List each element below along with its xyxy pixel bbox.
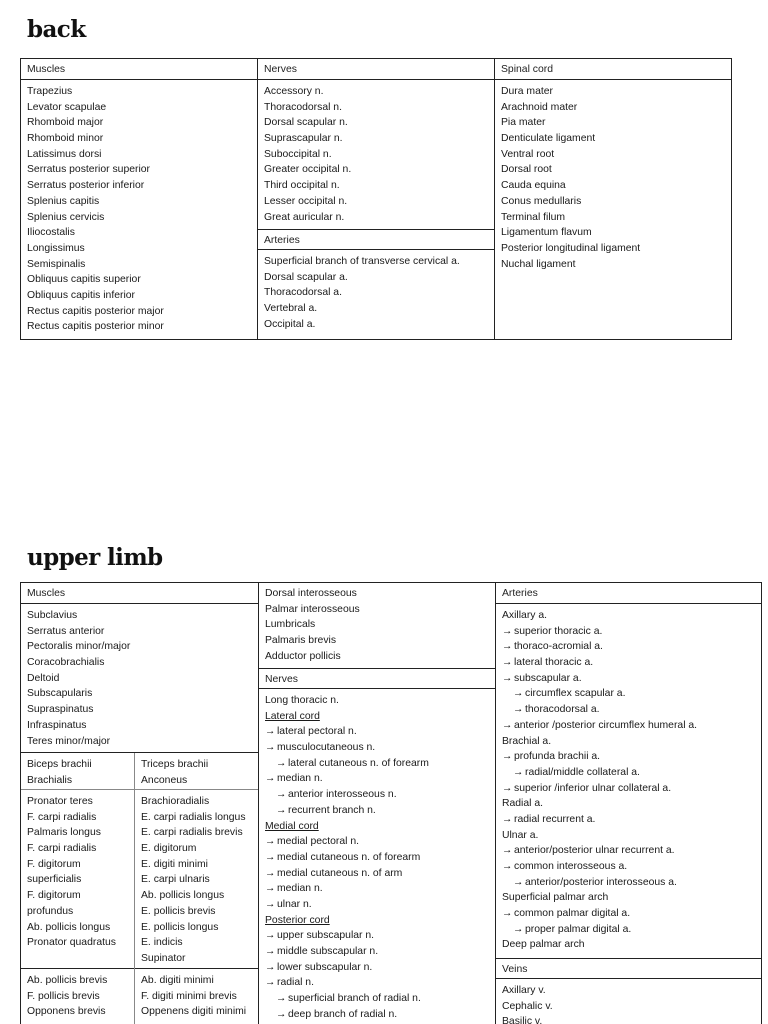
back-muscles-column (21, 59, 257, 339)
forearm-muscles-right (135, 790, 258, 967)
upper-limb-nerve-item (265, 787, 495, 803)
upper-limb-artery-item-label: anterior/posterior interosseous a. (525, 876, 677, 888)
back-nerve-item: Third occipital n. (264, 180, 340, 192)
upper-limb-nerve-item-label: ulnar n. (277, 898, 312, 910)
upper-limb-artery-item-label: Brachial a. (502, 735, 552, 747)
upper-limb-artery-item-label: profunda brachii a. (514, 751, 601, 763)
upper-limb-arteries-header: Arteries (496, 583, 762, 604)
arrow-right-icon: → (513, 766, 524, 778)
forearm-muscle-item: E. digiti minimi (141, 858, 208, 870)
upper-limb-artery-item (502, 655, 762, 671)
arrow-right-icon: → (265, 961, 276, 973)
forearm-muscle-item: Ab. pollicis longus (141, 890, 225, 902)
back-muscle-item: Levator scapulae (27, 101, 107, 113)
back-spinal-cord-item: Terminal filum (501, 211, 566, 223)
forearm-muscle-item: Ab. pollicis longus (27, 921, 111, 933)
upper-limb-artery-item-label: anterior/posterior ulnar recurrent a. (514, 845, 675, 857)
upper-limb-artery-item (502, 937, 762, 953)
back-muscle-item: Serratus posterior inferior (27, 180, 145, 192)
upper-limb-artery-item (502, 922, 762, 938)
upper-limb-nerve-item (265, 693, 495, 709)
back-arteries-header: Arteries (258, 229, 494, 250)
upper-limb-artery-item (502, 812, 762, 828)
back-nerves-column (258, 59, 494, 339)
upper-limb-artery-item-label: Axillary a. (502, 610, 548, 621)
forearm-muscle-item: E. pollicis brevis (141, 905, 216, 917)
hand-intrinsic-muscle-item: Palmaris brevis (265, 635, 337, 647)
back-section-title: back (27, 16, 86, 43)
upper-limb-artery-item-label: radial/middle collateral a. (525, 766, 640, 778)
upper-limb-nerve-item (265, 803, 495, 819)
back-artery-item: Occipital a. (264, 318, 316, 330)
upper-limb-artery-item-label: Superficial palmar arch (502, 892, 609, 904)
upper-limb-nerve-item-label: median n. (277, 773, 323, 785)
upper-limb-nerve-item (265, 724, 495, 740)
arm-muscle-item: Triceps brachii (141, 759, 209, 770)
upper-limb-nerve-item-label: lower subscapular n. (277, 961, 373, 973)
forearm-muscle-item: E. indicis (141, 937, 183, 949)
upper-limb-nerves-pane (259, 668, 495, 1022)
upper-limb-artery-item (502, 639, 762, 655)
back-nerves-header: Nerves (258, 59, 494, 80)
shoulder-muscle-item: Supraspinatus (27, 704, 94, 716)
hand-muscle-item: Oppenens digiti minimi (141, 1006, 247, 1018)
arrow-right-icon: → (502, 782, 513, 794)
hand-muscle-item: F. pollicis brevis (27, 990, 100, 1002)
back-muscle-item: Latissimus dorsi (27, 148, 102, 160)
upper-limb-nerve-item (265, 740, 495, 756)
forearm-muscle-item: E. digitorum (141, 843, 197, 855)
upper-limb-artery-item-label: Radial a. (502, 798, 544, 810)
upper-limb-middle-column (259, 583, 495, 1024)
back-table (20, 58, 732, 340)
upper-limb-artery-item-label: lateral thoracic a. (514, 657, 594, 669)
upper-limb-nerve-item-label: deep branch of radial n. (288, 1008, 398, 1020)
arrow-right-icon: → (265, 883, 276, 895)
arrow-right-icon: → (276, 789, 287, 801)
back-spinal-cord-item: Arachnoid mater (501, 101, 578, 113)
upper-limb-artery-item (502, 671, 762, 687)
back-spinal-cord-item: Cauda equina (501, 180, 566, 192)
upper-limb-artery-item (502, 859, 762, 875)
hand-muscle-item: Opponens brevis (27, 1006, 106, 1018)
back-muscle-item: Longissimus (27, 242, 85, 254)
upper-limb-artery-item (502, 749, 762, 765)
arrow-right-icon: → (265, 851, 276, 863)
back-nerve-item: Lesser occipital n. (264, 195, 348, 207)
back-muscle-item: Splenius capitis (27, 195, 100, 207)
back-nerve-item: Suboccipital n. (264, 148, 332, 160)
arrow-right-icon: → (502, 861, 513, 872)
hand-intrinsic-muscle-item: Lumbricals (265, 619, 316, 631)
arrow-right-icon: → (265, 726, 276, 738)
back-nerve-item: Great auricular n. (264, 211, 345, 223)
upper-limb-nerve-item (265, 991, 495, 1007)
back-artery-item: Thoracodorsal a. (264, 287, 342, 299)
upper-limb-nerve-item-label: lateral cutaneous n. of forearm (288, 757, 429, 769)
upper-limb-nerve-item (265, 771, 495, 787)
upper-limb-artery-item (502, 875, 762, 891)
upper-limb-vein-item: Basilic v. (502, 1016, 543, 1024)
upper-limb-nerve-item-label: recurrent branch n. (288, 804, 376, 816)
back-spinal-cord-item: Conus medullaris (501, 195, 582, 207)
upper-limb-artery-item-label: superior thoracic a. (514, 625, 603, 637)
arrow-right-icon: → (502, 641, 513, 653)
upper-limb-nerve-item (265, 897, 495, 913)
arm-muscle-item: Anconeus (141, 774, 188, 786)
arm-muscles-left (21, 753, 134, 788)
back-muscle-item: Serratus posterior superior (27, 164, 151, 176)
arrow-right-icon: → (513, 923, 524, 935)
upper-limb-artery-item (502, 608, 762, 624)
forearm-muscle-item: E. carpi radialis longus (141, 811, 246, 823)
forearm-muscle-item: F. digitorum (27, 858, 81, 870)
upper-limb-artery-item (502, 890, 762, 906)
arrow-right-icon: → (502, 908, 513, 920)
arrow-right-icon: → (502, 625, 513, 637)
shoulder-muscle-item: Pectoralis minor/major (27, 641, 131, 653)
upper-limb-artery-item (502, 843, 762, 859)
back-nerve-item: Dorsal scapular n. (264, 117, 348, 129)
arrow-right-icon: → (276, 804, 287, 816)
back-spinal-cord-column (495, 59, 732, 339)
hand-muscle-item: F. digiti minimi brevis (141, 990, 237, 1002)
upper-limb-artery-item-label: Deep palmar arch (502, 939, 585, 951)
upper-limb-nerves-header: Nerves (259, 668, 495, 689)
arrow-right-icon: → (502, 751, 513, 763)
upper-limb-artery-item (502, 734, 762, 750)
upper-limb-nerve-item-label: medial pectoral n. (277, 836, 360, 848)
arrow-right-icon: → (265, 930, 276, 942)
upper-limb-artery-item (502, 702, 762, 718)
forearm-muscle-item: F. carpi radialis (27, 811, 97, 823)
forearm-muscle-item: Pronator quadratus (27, 937, 116, 949)
upper-limb-nerve-item-label: lateral pectoral n. (277, 726, 357, 738)
forearm-muscle-item: Pronator teres (27, 796, 93, 807)
upper-limb-nerve-item-label: Long thoracic n. (265, 695, 339, 706)
back-spinal-cord-item: Ligamentum flavum (501, 227, 592, 239)
upper-limb-artery-item-label: thoracodorsal a. (525, 704, 600, 716)
back-artery-item: Vertebral a. (264, 303, 318, 315)
arrow-right-icon: → (502, 657, 513, 669)
upper-limb-nerve-item-label: Posterior cord (265, 914, 330, 926)
upper-limb-artery-item (502, 686, 762, 702)
upper-limb-artery-item-label: common palmar digital a. (514, 908, 631, 920)
back-spinal-cord-item: Pia mater (501, 117, 546, 129)
arm-muscle-item: Biceps brachii (27, 759, 92, 770)
upper-limb-artery-item-label: common interosseous a. (514, 861, 628, 872)
arrow-right-icon: → (265, 977, 276, 989)
upper-limb-artery-item-label: circumflex scapular a. (525, 688, 626, 700)
back-spinal-cord-item: Ventral root (501, 148, 555, 160)
upper-limb-nerve-item-label: middle subscapular n. (277, 946, 379, 957)
arrow-right-icon: → (502, 813, 513, 825)
arrow-right-icon: → (265, 836, 276, 848)
shoulder-muscle-item: Subclavius (27, 610, 78, 621)
hand-muscles-left (21, 969, 134, 1020)
shoulder-muscle-item: Infraspinatus (27, 719, 87, 731)
upper-limb-section-title: upper limb (27, 544, 163, 571)
arm-muscle-item: Brachialis (27, 774, 73, 786)
hand-intrinsic-muscle-item: Palmar interosseous (265, 603, 360, 615)
back-muscle-item: Rhomboid minor (27, 133, 104, 145)
hand-muscles-right (135, 969, 258, 1020)
forearm-muscle-item: E. carpi ulnaris (141, 874, 210, 886)
arrow-right-icon: → (276, 1008, 287, 1020)
forearm-muscle-item: E. carpi radialis brevis (141, 827, 243, 839)
upper-limb-veins-pane (496, 958, 762, 1024)
forearm-muscle-item: profundus (27, 905, 74, 917)
back-nerve-item: Greater occipital n. (264, 164, 352, 176)
upper-limb-artery-item-label: anterior /posterior circumflex humeral a. (514, 719, 698, 731)
upper-limb-artery-item (502, 828, 762, 844)
upper-limb-veins-header: Veins (496, 958, 762, 979)
upper-limb-right-column (496, 583, 762, 1024)
back-spinal-cord-item: Nuchal ligament (501, 258, 576, 270)
upper-limb-nerve-item (265, 756, 495, 772)
upper-limb-nerve-item-label: radial n. (277, 977, 314, 989)
hand-intrinsic-muscle-item: Adductor pollicis (265, 650, 341, 662)
forearm-muscle-item: Supinator (141, 952, 186, 964)
back-spinal-cord-item: Denticulate ligament (501, 133, 596, 145)
upper-limb-nerve-item (265, 913, 495, 929)
back-nerve-item: Suprascapular n. (264, 133, 343, 145)
back-spinal-cord-item: Dura mater (501, 86, 553, 97)
upper-limb-muscles-header: Muscles (21, 583, 258, 604)
arrow-right-icon: → (513, 688, 524, 700)
arrow-right-icon: → (513, 876, 524, 888)
back-spinal-cord-header: Spinal cord (495, 59, 732, 80)
shoulder-muscle-item: Subscapularis (27, 688, 93, 700)
back-muscle-item: Splenius cervicis (27, 211, 105, 223)
back-muscle-item: Obliquus capitis superior (27, 274, 141, 286)
upper-limb-nerve-item-label: superficial branch of radial n. (288, 993, 421, 1005)
shoulder-muscle-item: Coracobrachialis (27, 657, 105, 669)
shoulder-muscle-item: Serratus anterior (27, 625, 105, 637)
forearm-muscle-item: F. digitorum (27, 890, 81, 902)
forearm-muscles-left (21, 790, 134, 951)
arrow-right-icon: → (276, 993, 287, 1005)
arrow-right-icon: → (513, 704, 524, 716)
back-artery-item: Dorsal scapular a. (264, 271, 348, 283)
arrow-right-icon: → (265, 867, 276, 879)
upper-limb-artery-item (502, 765, 762, 781)
upper-limb-nerve-item-label: medial cutaneous n. of forearm (277, 851, 421, 863)
back-muscles-header: Muscles (21, 59, 257, 80)
upper-limb-vein-item: Cephalic v. (502, 1000, 553, 1012)
shoulder-muscle-item: Deltoid (27, 672, 60, 684)
upper-limb-nerve-item-label: Medial cord (265, 820, 319, 832)
upper-limb-artery-item (502, 718, 762, 734)
arrow-right-icon: → (265, 742, 276, 754)
back-muscle-item: Trapezius (27, 86, 73, 97)
forearm-muscle-item: E. pollicis longus (141, 921, 219, 933)
back-muscle-item: Semispinalis (27, 258, 86, 270)
back-muscle-item: Rectus capitis posterior major (27, 305, 164, 317)
upper-limb-nerve-item (265, 944, 495, 960)
upper-limb-artery-item (502, 781, 762, 797)
back-nerve-item: Thoracodorsal n. (264, 101, 342, 113)
back-nerve-item: Accessory n. (264, 86, 324, 97)
upper-limb-nerve-item (265, 881, 495, 897)
upper-limb-muscles-column (21, 583, 258, 1024)
upper-limb-nerve-item (265, 866, 495, 882)
upper-limb-nerve-item (265, 928, 495, 944)
upper-limb-artery-item-label: proper palmar digital a. (525, 923, 632, 935)
arm-muscles-right (135, 753, 258, 788)
arrow-right-icon: → (265, 773, 276, 785)
upper-limb-artery-item-label: thoraco-acromial a. (514, 641, 603, 653)
upper-limb-nerve-item (265, 850, 495, 866)
forearm-muscle-item: Brachioradialis (141, 796, 210, 807)
upper-limb-nerve-item-label: Lateral cord (265, 710, 320, 722)
upper-limb-artery-item-label: radial recurrent a. (514, 813, 596, 825)
arrow-right-icon: → (502, 672, 513, 684)
upper-limb-table (20, 582, 762, 1024)
upper-limb-artery-item (502, 906, 762, 922)
forearm-muscle-item: superficialis (27, 874, 82, 886)
upper-limb-nerve-item-label: median n. (277, 883, 323, 895)
upper-limb-artery-item (502, 624, 762, 640)
shoulder-muscle-item: Teres minor/major (27, 735, 111, 747)
back-muscle-item: Rectus capitis posterior minor (27, 321, 164, 333)
hand-muscle-item: Ab. digiti minimi (141, 975, 214, 986)
upper-limb-nerve-item-label: medial cutaneous n. of arm (277, 867, 403, 879)
upper-limb-nerve-item (265, 709, 495, 725)
hand-muscle-item: Ab. pollicis brevis (27, 975, 108, 986)
hand-intrinsic-muscle-item: Dorsal interosseous (265, 588, 357, 599)
back-muscle-item: Obliquus capitis inferior (27, 289, 135, 301)
upper-limb-nerve-item-label: upper subscapular n. (277, 930, 375, 942)
upper-limb-artery-item-label: superior /inferior ulnar collateral a. (514, 782, 672, 794)
arrow-right-icon: → (502, 719, 513, 731)
back-artery-item: Superficial branch of transverse cervical a. (264, 256, 460, 267)
upper-limb-nerve-item-label: anterior interosseous n. (288, 789, 397, 801)
arrow-right-icon: → (502, 845, 513, 857)
back-spinal-cord-item: Dorsal root (501, 164, 552, 176)
upper-limb-artery-item-label: Ulnar a. (502, 829, 539, 841)
upper-limb-nerve-item (265, 834, 495, 850)
upper-limb-nerve-item (265, 819, 495, 835)
upper-limb-artery-item (502, 796, 762, 812)
back-arteries-pane (258, 229, 494, 332)
arrow-right-icon: → (265, 946, 276, 957)
back-muscle-item: Iliocostalis (27, 227, 75, 239)
back-muscle-item: Rhomboid major (27, 117, 104, 129)
upper-limb-nerve-item (265, 975, 495, 991)
upper-limb-artery-item-label: subscapular a. (514, 672, 582, 684)
forearm-muscle-item: Palmaris longus (27, 827, 101, 839)
back-spinal-cord-item: Posterior longitudinal ligament (501, 242, 641, 254)
arrow-right-icon: → (276, 757, 287, 769)
upper-limb-nerve-item-label: musculocutaneous n. (277, 742, 376, 754)
forearm-muscle-item: F. carpi radialis (27, 843, 97, 855)
arrow-right-icon: → (265, 898, 276, 910)
upper-limb-nerve-item (265, 960, 495, 976)
upper-limb-vein-item: Axillary v. (502, 985, 546, 996)
upper-limb-nerve-item (265, 1007, 495, 1023)
